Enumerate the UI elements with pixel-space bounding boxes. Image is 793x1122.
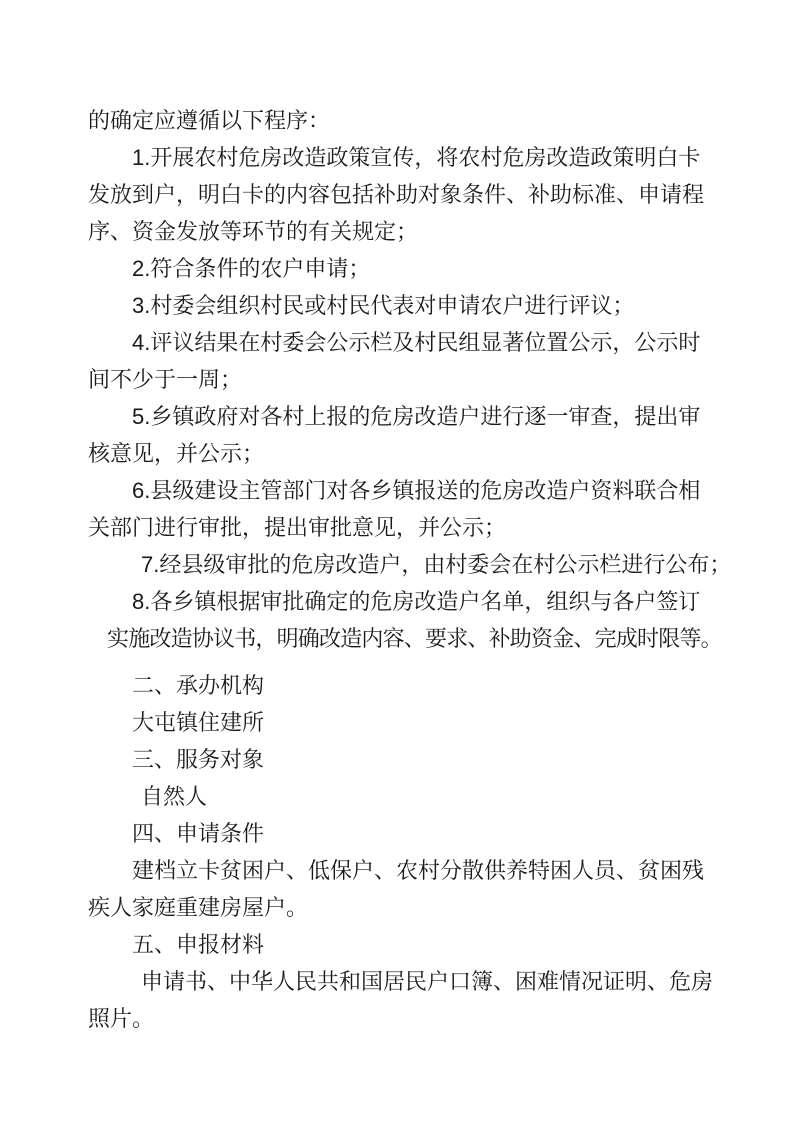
text-line: 三、服务对象 — [132, 747, 265, 772]
text-line: 8.各乡镇根据审批确定的危房改造户名单，组织与各户签订 — [132, 589, 701, 614]
text-line: 6.县级建设主管部门对各乡镇报送的危房改造户资料联合相 — [132, 478, 701, 503]
text-line: 的确定应遵循以下程序： — [88, 108, 331, 133]
text-line: 申请书、中华人民共和国居民户口簿、困难情况证明、危房 — [141, 969, 714, 994]
document-text-block — [88, 102, 732, 1037]
text-line: 五、申报材料 — [132, 932, 265, 957]
text-line: 3.村委会组织村民或村民代表对申请农户进行评议； — [132, 293, 635, 318]
text-line: 1.开展农村危房改造政策宣传，将农村危房改造政策明白卡 — [132, 145, 701, 170]
text-line: 7.经县级审批的危房改造户，由村委会在村公示栏进行公布； — [141, 552, 732, 577]
text-line: 2.符合条件的农户申请； — [132, 256, 371, 281]
text-line: 照片。 — [88, 1006, 155, 1031]
text-line: 发放到户，明白卡的内容包括补助对象条件、补助标准、申请程 — [88, 182, 705, 207]
text-line: 二、承办机构 — [132, 673, 265, 698]
text-line: 疾人家庭重建房屋户。 — [88, 895, 309, 920]
text-line: 核意见，并公示； — [88, 441, 265, 466]
text-line: 关部门进行审批，提出审批意见，并公示； — [88, 515, 507, 540]
text-line: 间不少于一周； — [88, 367, 243, 392]
text-line: 4.评议结果在村委会公示栏及村民组显著位置公示，公示时 — [132, 330, 701, 355]
text-line: 实施改造协议书，明确改造内容、要求、补助资金、完成时限等。 — [107, 626, 722, 651]
text-line: 序、资金发放等环节的有关规定； — [88, 219, 419, 244]
text-line: 大屯镇住建所 — [132, 710, 265, 735]
text-line: 四、申请条件 — [132, 821, 265, 846]
text-line: 自然人 — [141, 784, 208, 809]
text-line: 5.乡镇政府对各村上报的危房改造户进行逐一审查，提出审 — [132, 404, 701, 429]
text-line: 建档立卡贫困户、低保户、农村分散供养特困人员、贫困残 — [132, 858, 705, 883]
